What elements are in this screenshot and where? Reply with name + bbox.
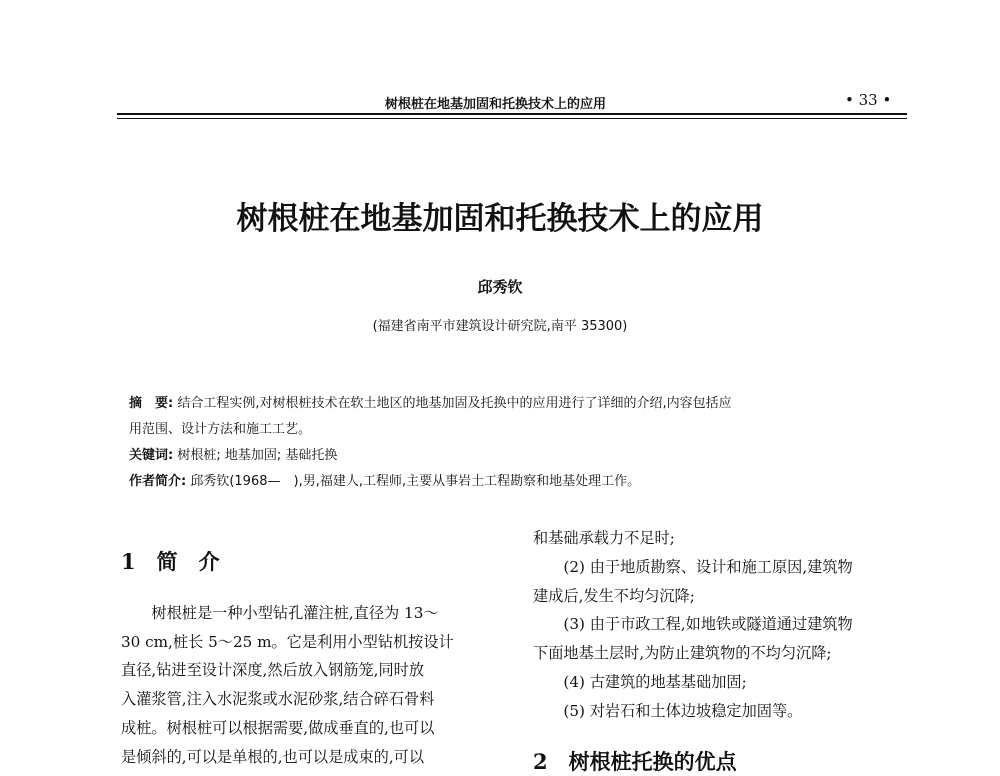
abstract-line2: 用范围、设计方法和施工工艺。 — [129, 422, 312, 437]
section-heading-advantages: 2 树根桩托换的优点 — [533, 748, 737, 774]
list-item: (2) 由于地质勘察、设计和施工原因,建筑物 — [563, 557, 853, 576]
header-rule-thick — [117, 113, 907, 115]
keywords — [129, 444, 337, 463]
list-item: (3) 由于市政工程,如地铁或隧道通过建筑物 — [563, 615, 853, 634]
keywords-label: 关键词: — [129, 448, 174, 463]
author-bio-text: 邱秀钦(1968— ),男,福建人,工程师,主要从事岩土工程勘察和地基处理工作。 — [190, 474, 641, 489]
page-number: • 33 • — [845, 91, 892, 109]
abstract — [129, 392, 732, 411]
running-title: 树根桩在地基加固和托换技术上的应用 — [385, 97, 607, 112]
abstract-label: 摘 要: — [129, 396, 174, 411]
header-rule-thin — [117, 118, 907, 119]
author-bio — [129, 470, 640, 489]
body-line: 30 cm,桩长 5～25 m。它是利用小型钻机按设计 — [121, 632, 454, 651]
abstract-text: 结合工程实例,对树根桩技术在软土地区的地基加固及托换中的应用进行了详细的介绍,内容包括应 — [177, 396, 732, 411]
body-line: 直径,钻进至设计深度,然后放入钢筋笼,同时放 — [121, 661, 425, 680]
list-item: (5) 对岩石和土体边坡稳定加固等。 — [563, 701, 803, 720]
body-line: 成桩。树根桩可以根据需要,做成垂直的,也可以 — [121, 718, 435, 737]
body-line: 建成后,发生不均匀沉降; — [533, 586, 695, 605]
left-column — [121, 548, 511, 772]
keywords-text: 树根桩; 地基加固; 基础托换 — [177, 448, 338, 463]
author-name: 邱秀钦 — [477, 278, 523, 296]
list-item: (4) 古建筑的地基基础加固; — [563, 672, 747, 691]
affiliation: (福建省南平市建筑设计研究院,南平 35300) — [372, 319, 628, 334]
body-line: 和基础承载力不足时; — [533, 529, 675, 547]
right-column — [533, 524, 923, 776]
body-line: 入灌浆管,注入水泥浆或水泥砂浆,结合碎石骨料 — [121, 690, 435, 709]
body-line: 下面地基土层时,为防止建筑物的不均匀沉降; — [533, 644, 832, 663]
body-line: 是倾斜的,可以是单根的,也可以是成束的,可以 — [121, 747, 425, 766]
body-line: 树根桩是一种小型钻孔灌注桩,直径为 13～ — [151, 603, 439, 622]
paper-title: 树根桩在地基加固和托换技术上的应用 — [236, 201, 764, 237]
author-bio-label: 作者简介: — [129, 474, 187, 489]
section-heading-intro: 1 简 介 — [121, 549, 220, 574]
